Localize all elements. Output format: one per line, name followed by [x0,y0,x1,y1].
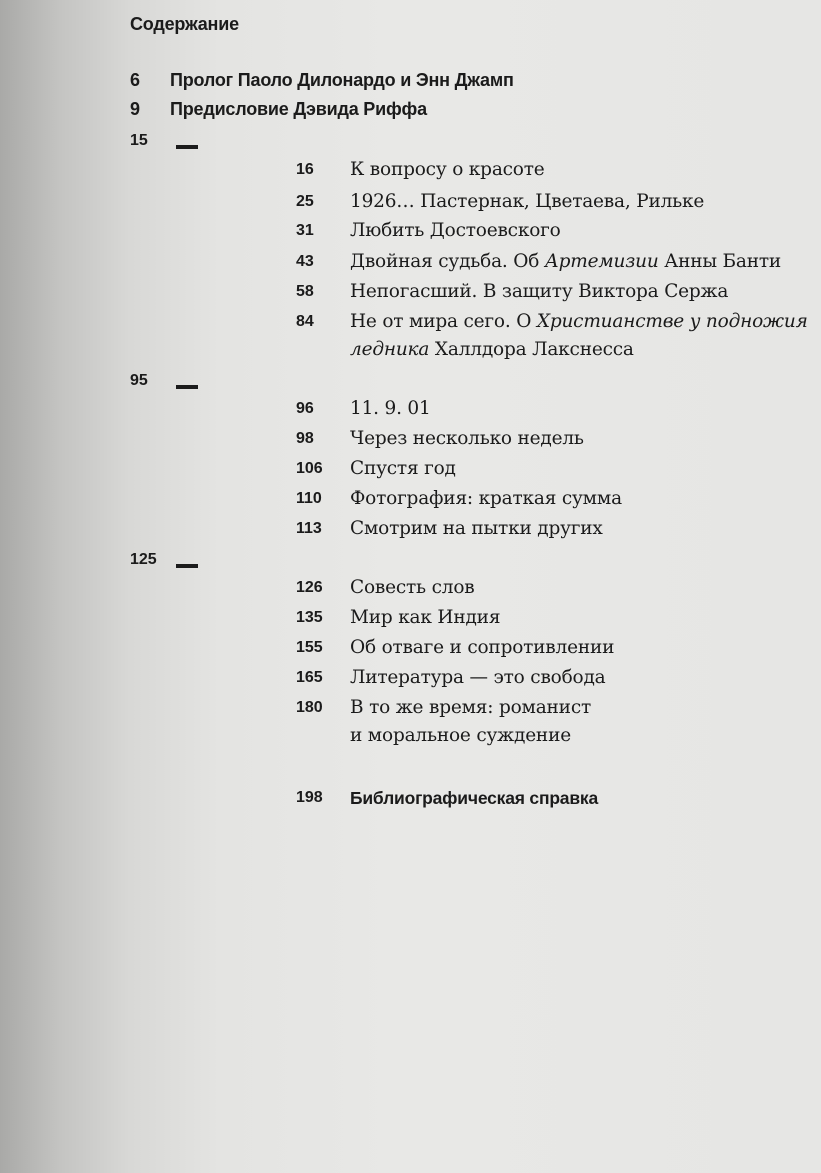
page-number: 16 [296,161,314,178]
entry-title: Смотрим на пытки других [350,518,603,539]
part-dash-mark [176,385,198,389]
part-page-number: 125 [130,551,157,568]
toc-front-preface [130,99,427,120]
entry-title: Непогасший. В защиту Виктора Сержа [350,281,729,302]
entry-title: Через несколько недель [350,428,584,449]
entry-title: Совесть слов [350,577,475,598]
page-number: 180 [296,699,323,716]
page-number: 198 [296,789,323,806]
entry-title: Литература — это свобода [350,667,606,688]
toc-front-prologue [130,70,514,91]
entry-title-line-1: В то же время: романист [350,697,592,718]
entry-title-part: Двойная судьба. Об [350,251,545,272]
entry-title: Об отваге и сопротивлении [350,637,615,658]
entry-title: 1926… Пастернак, Цветаева, Рильке [350,191,705,212]
page-number: 43 [296,253,314,270]
entry-title: Библиографическая справка [350,788,598,808]
part-page-number: 95 [130,372,148,389]
page-number: 98 [296,430,314,447]
entry-title: К вопросу о красоте [350,159,545,180]
page-number: 155 [296,639,323,656]
entry-title: Любить Достоевского [350,220,561,241]
page-number: 6 [130,70,140,90]
entry-title-line-2: и моральное суждение [350,725,571,746]
page-number: 58 [296,283,314,300]
page-number: 126 [296,579,323,596]
part-dash-mark [176,145,198,149]
page-number: 113 [296,520,322,537]
page-number: 31 [296,222,314,239]
page-number: 9 [130,99,140,119]
entry-title-italic: ледника [350,339,430,360]
entry-title-italic: Артемизии [544,251,659,272]
page-number: 165 [296,669,323,686]
entry-title-line-2 [350,338,634,362]
entry-title: Пролог Паоло Дилонардо и Энн Джамп [170,70,514,90]
page-number: 135 [296,609,323,626]
page-number: 96 [296,400,314,417]
entry-title-part: Анны Банти [658,251,782,272]
entry-title: 11. 9. 01 [350,398,431,419]
part-page-number: 15 [130,132,148,149]
toc-title: Содержание [130,14,239,34]
entry-title [350,250,781,274]
entry-title: Фотография: краткая сумма [350,488,622,509]
entry-title-line-1 [350,310,808,334]
entry-title: Предисловие Дэвида Риффа [170,99,427,119]
page-number: 110 [296,490,322,507]
entry-title: Спустя год [350,458,456,479]
page-number: 84 [296,313,314,330]
page-number: 25 [296,193,314,210]
entry-title-part: Не от мира сего. О [350,311,537,332]
part-dash-mark [176,564,198,568]
entry-title-part: Халлдора Лакснесса [429,339,634,360]
page-number: 106 [296,460,323,477]
entry-title-italic: Христианстве у подножия [536,311,808,332]
entry-title: Мир как Индия [350,607,501,628]
